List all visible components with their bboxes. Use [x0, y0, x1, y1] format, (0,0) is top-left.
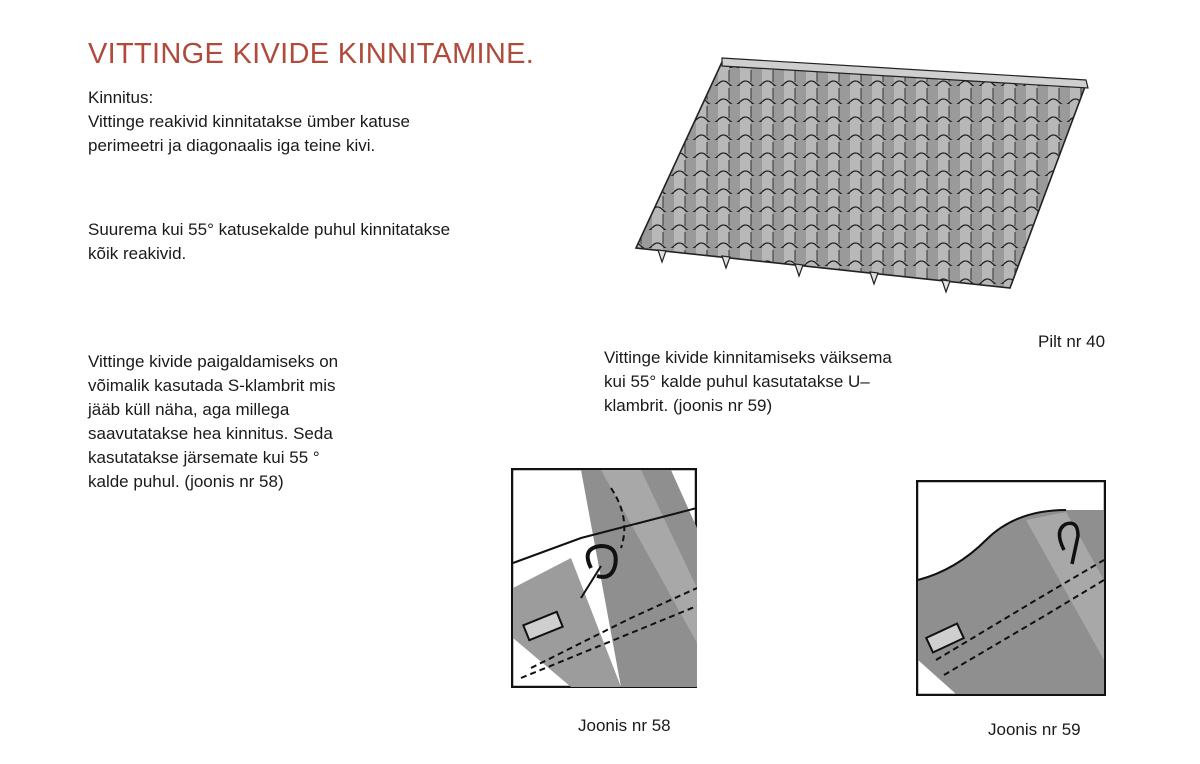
- intro-heading: Kinnitus:: [88, 88, 154, 107]
- s-clamp-line: Vittinge kivide paigaldamiseks on: [88, 352, 339, 371]
- u-clamp-line: Vittinge kivide kinnitamiseks väiksema: [604, 348, 892, 367]
- u-clamp-line: klambrit. (joonis nr 59): [604, 396, 773, 415]
- caption-joonis-58: Joonis nr 58: [578, 716, 671, 735]
- s-clamp-diagram: [511, 468, 697, 688]
- intro-line: perimeetri ja diagonaalis iga teine kivi.: [88, 136, 376, 155]
- steep-line: Suurema kui 55° katusekalde puhul kinnitatakse: [88, 220, 451, 239]
- steep-paragraph: [88, 218, 558, 266]
- s-clamp-line: kalde puhul. (joonis nr 58): [88, 472, 284, 491]
- caption-pilt-40: Pilt nr 40: [1038, 332, 1106, 351]
- s-clamp-line: kasutatakse järsemate kui 55 °: [88, 448, 320, 467]
- s-clamp-line: saavutatakse hea kinnitus. Seda: [88, 424, 333, 443]
- u-clamp-line: kui 55° kalde puhul kasutatakse U–: [604, 372, 870, 391]
- s-clamp-paragraph: [88, 350, 428, 494]
- s-clamp-line: võimalik kasutada S-klambrit mis: [88, 376, 336, 395]
- u-clamp-paragraph: [604, 346, 976, 418]
- intro-paragraph: [88, 86, 558, 158]
- s-clamp-line: jääb küll näha, aga millega: [88, 400, 290, 419]
- intro-line: Vittinge reakivid kinnitatakse ümber katuse: [88, 112, 410, 131]
- caption-joonis-59: Joonis nr 59: [988, 720, 1081, 739]
- steep-line: kõik reakivid.: [88, 244, 187, 263]
- u-clamp-diagram: [916, 480, 1106, 696]
- roof-tiles-illustration: [630, 50, 1100, 300]
- page-title: VITTINGE KIVIDE KINNITAMINE.: [88, 38, 535, 70]
